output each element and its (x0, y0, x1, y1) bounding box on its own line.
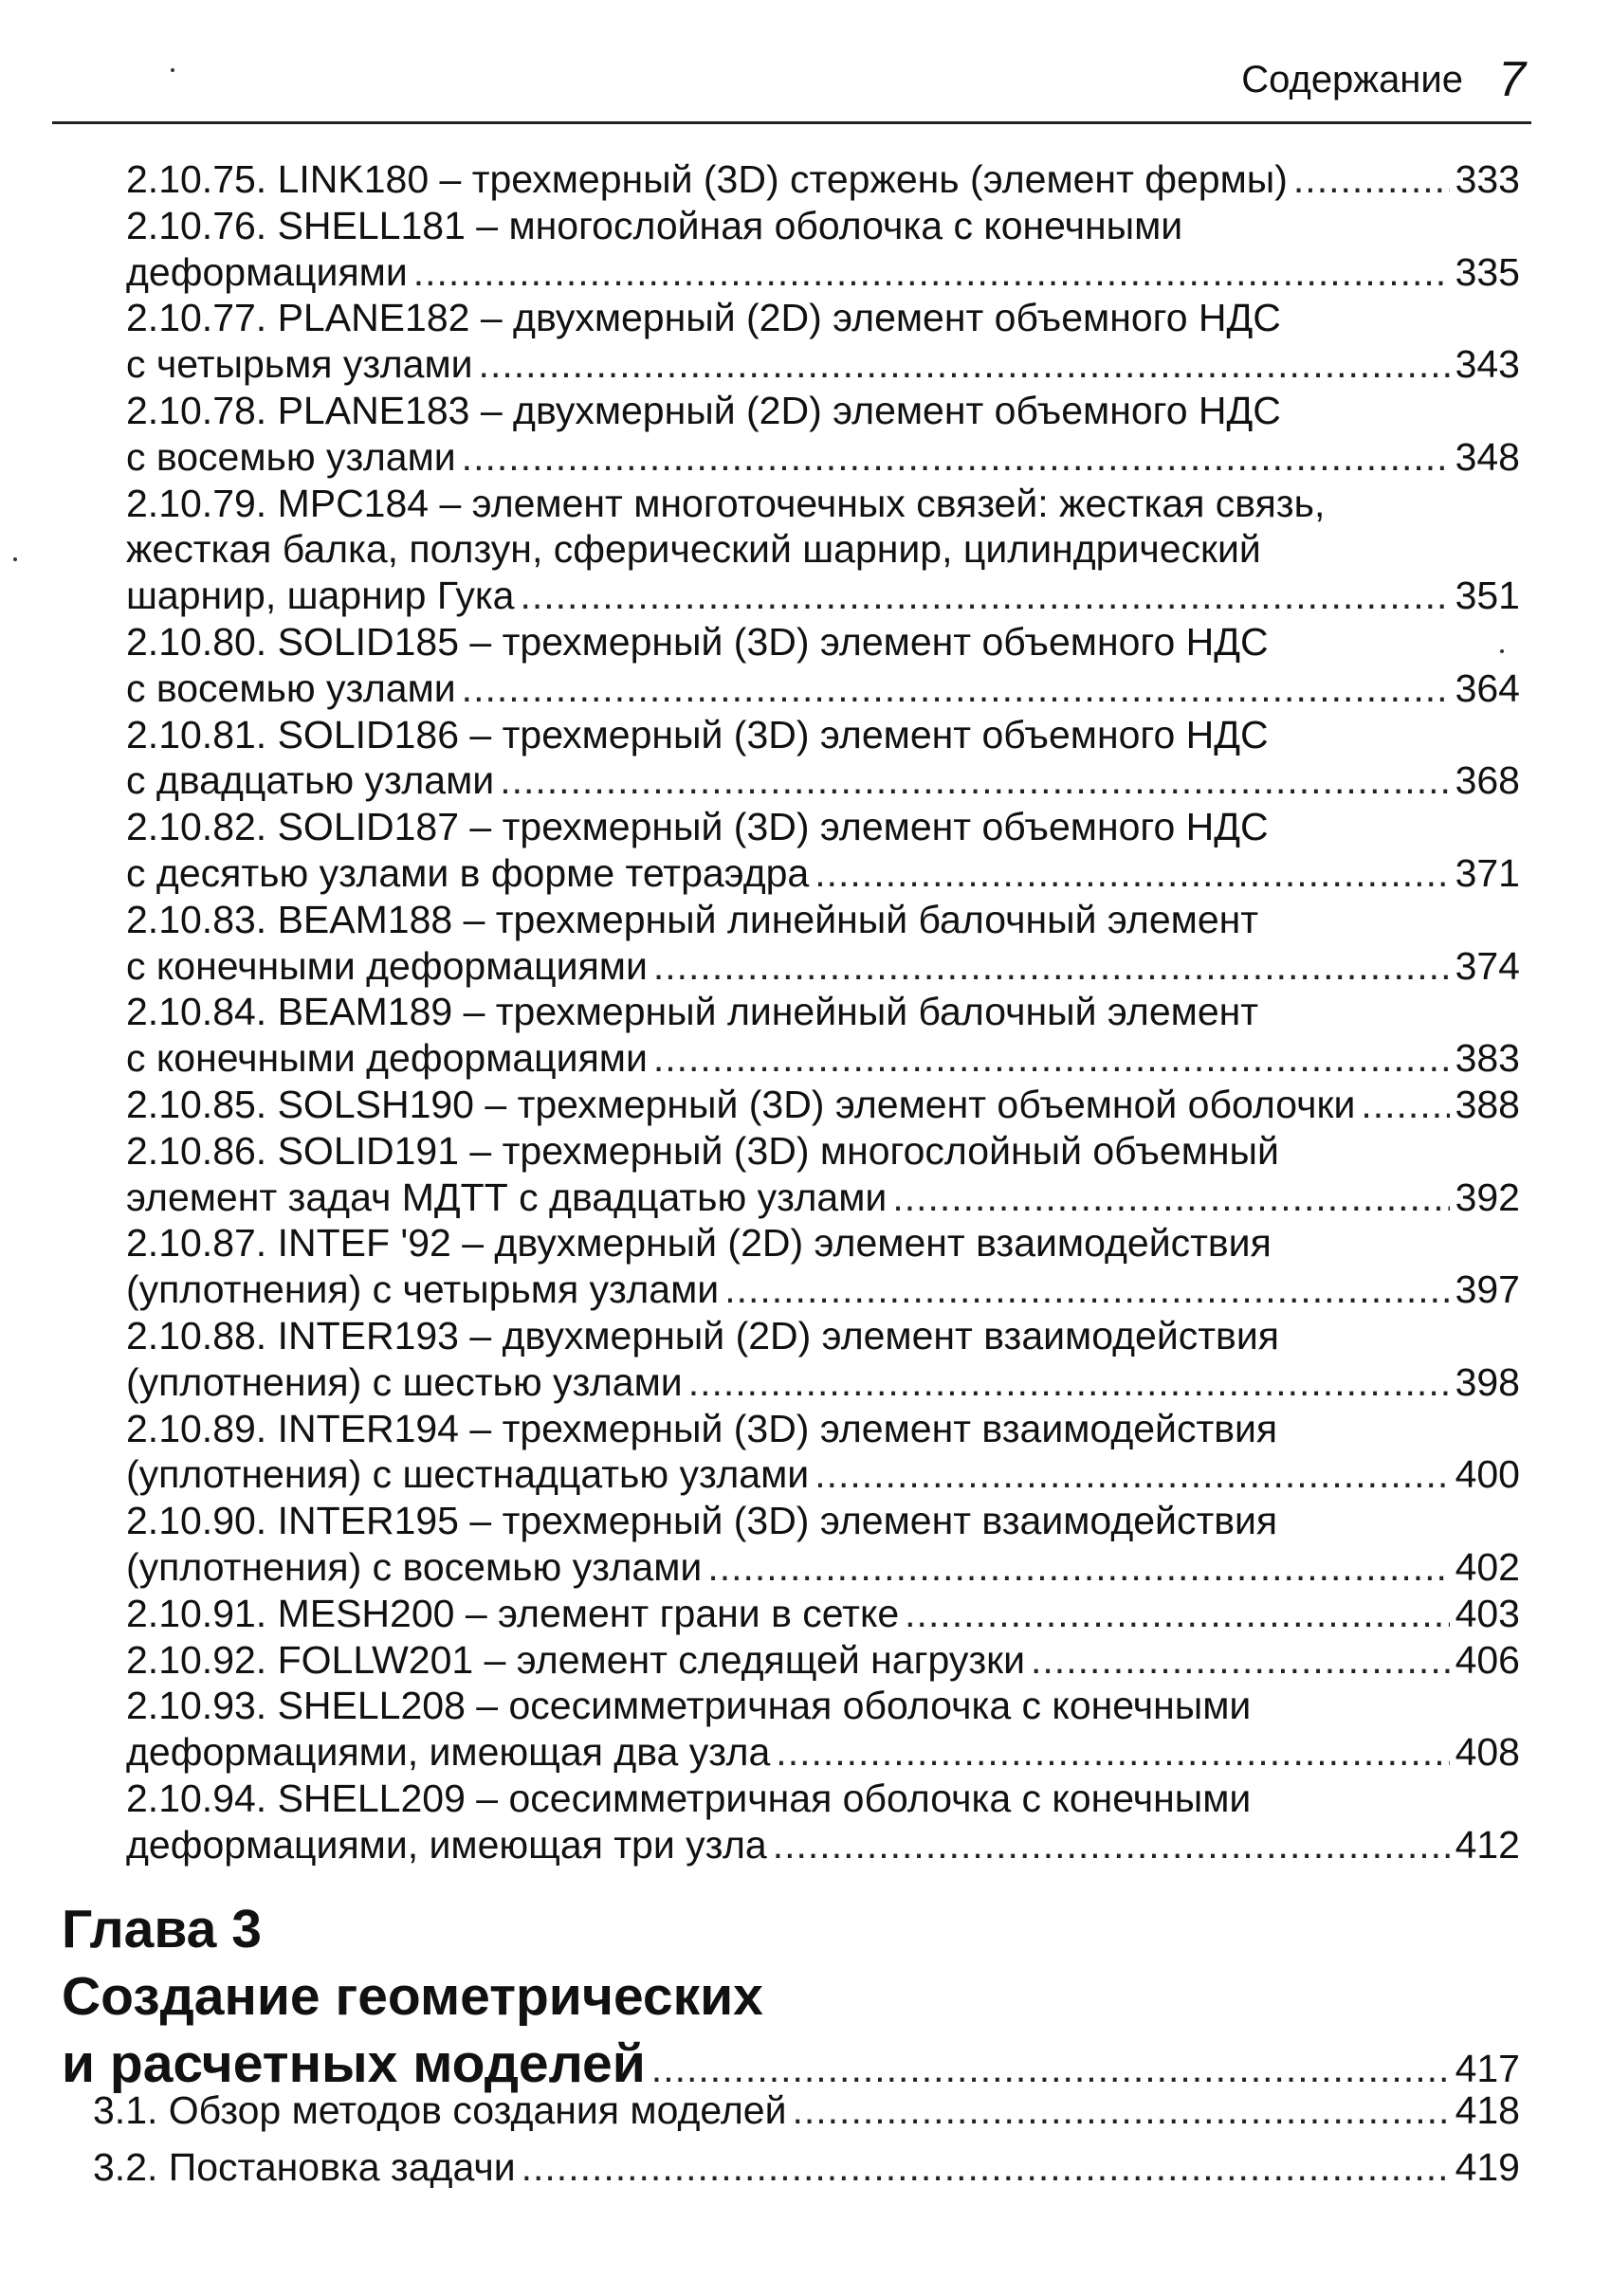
toc-line-text: (уплотнения) с шестью узлами (126, 1359, 683, 1404)
toc-line (126, 989, 1520, 1035)
toc-entry[interactable] (126, 1591, 1520, 1637)
toc-line-text: 2.10.77. PLANE182 – двухмерный (2D) элемент объемного НДС (126, 296, 1281, 340)
toc-page-number: 333 (1455, 157, 1520, 201)
toc-line-text: 2.10.92. FOLLW201 – элемент следящей нагрузки (126, 1637, 1026, 1682)
toc-line-text: 2.10.89. INTER194 – трехмерный (3D) элемент взаимодействия (126, 1406, 1278, 1450)
scan-speck (13, 557, 17, 561)
toc-entry[interactable] (126, 897, 1520, 990)
toc-line-text: деформациями (126, 249, 408, 294)
toc-line[interactable] (126, 156, 1520, 203)
toc-entry[interactable] (126, 1128, 1520, 1221)
toc-entries (126, 156, 1520, 1868)
dot-leader (1293, 156, 1450, 203)
toc-page-number: 388 (1455, 1082, 1520, 1126)
toc-entry[interactable] (126, 1776, 1520, 1868)
toc-line-text: с двадцатью узлами (126, 758, 495, 803)
toc-line (126, 712, 1520, 758)
toc-entry[interactable] (126, 1637, 1520, 1684)
toc-line[interactable] (93, 2082, 1520, 2139)
dot-leader (479, 341, 1450, 388)
section-entry[interactable] (93, 2082, 1520, 2139)
toc-line-text: 2.10.91. MESH200 – элемент грани в сетке (126, 1591, 900, 1635)
toc-line-text: шарнир, шарнир Гука (126, 574, 515, 618)
toc-entry[interactable] (126, 156, 1520, 203)
toc-entry[interactable] (126, 619, 1520, 712)
toc-line (126, 619, 1520, 665)
toc-line-text: 2.10.81. SOLID186 – трехмерный (3D) элемент объемного НДС (126, 712, 1269, 756)
toc-line[interactable] (126, 573, 1520, 619)
dot-leader (653, 1035, 1450, 1082)
section-page-number: 418 (1455, 2088, 1520, 2132)
toc-page-number: 351 (1455, 574, 1520, 618)
dot-leader (815, 850, 1449, 897)
page-number: 7 (1498, 52, 1526, 107)
toc-line-text: с восемью узлами (126, 434, 456, 479)
toc-page-number: 364 (1455, 665, 1520, 710)
section-entries (93, 2082, 1520, 2196)
toc-line-text: 2.10.94. SHELL209 – осесимметричная оболочка с конечными (126, 1776, 1252, 1820)
toc-line[interactable] (126, 1082, 1520, 1128)
scan-speck (171, 68, 174, 72)
toc-page-number: 403 (1455, 1591, 1520, 1635)
dot-leader (462, 665, 1450, 712)
toc-line-text: жесткая балка, ползун, сферический шарнир, цилиндрический (126, 527, 1261, 572)
dot-leader (522, 2139, 1450, 2196)
toc-line[interactable] (126, 1451, 1520, 1498)
toc-line-text: 2.10.80. SOLID185 – трехмерный (3D) элемент объемного НДС (126, 619, 1269, 664)
dot-leader (1361, 1082, 1449, 1128)
chapter-page-number: 417 (1455, 2047, 1520, 2090)
section-title: 3.2. Постановка задачи (93, 2145, 516, 2189)
toc-page-number: 398 (1455, 1359, 1520, 1404)
toc-line[interactable] (126, 757, 1520, 804)
chapter-title-line-2: и расчетных моделей (62, 2033, 646, 2094)
toc-line[interactable] (126, 1266, 1520, 1313)
toc-page-number: 402 (1455, 1544, 1520, 1589)
toc-entry[interactable] (126, 1082, 1520, 1128)
toc-entry[interactable] (126, 1683, 1520, 1776)
dot-leader (653, 943, 1450, 990)
toc-line (126, 203, 1520, 249)
toc-line (126, 1683, 1520, 1729)
toc-entry[interactable] (126, 1220, 1520, 1313)
toc-line[interactable] (126, 341, 1520, 388)
section-entry[interactable] (93, 2139, 1520, 2196)
toc-line-text: 2.10.87. INTEF '92 – двухмерный (2D) элемент взаимодействия (126, 1221, 1272, 1266)
toc-line (126, 897, 1520, 943)
dot-leader (792, 2082, 1449, 2139)
toc-line-text: элемент задач МДТТ с двадцатью узлами (126, 1175, 888, 1219)
toc-page-number: 406 (1455, 1637, 1520, 1682)
toc-page-number: 348 (1455, 434, 1520, 479)
dot-leader (905, 1591, 1449, 1637)
toc-line-text: с четырьмя узлами (126, 342, 473, 387)
toc-line-text: 2.10.76. SHELL181 – многослойная оболочка с конечными (126, 203, 1183, 247)
toc-line-text: 2.10.88. INTER193 – двухмерный (2D) элемент взаимодействия (126, 1313, 1279, 1358)
chapter-label: Глава 3 (62, 1899, 262, 1959)
section-title: 3.1. Обзор методов создания моделей (93, 2088, 787, 2132)
dot-leader (413, 249, 1450, 296)
toc-line[interactable] (126, 434, 1520, 481)
toc-line-text: деформациями, имеющая три узла (126, 1822, 767, 1867)
toc-line[interactable] (126, 1359, 1520, 1406)
chapter-heading (62, 1896, 1520, 2103)
dot-leader (892, 1175, 1449, 1221)
toc-line-text: деформациями, имеющая два узла (126, 1730, 771, 1775)
toc-entry[interactable] (126, 804, 1520, 897)
toc-line[interactable] (126, 1637, 1520, 1684)
toc-line-text: 2.10.84. BEAM189 – трехмерный линейный балочный элемент (126, 990, 1259, 1034)
toc-line (126, 1128, 1520, 1175)
dot-leader (707, 1544, 1449, 1591)
toc-page-number: 374 (1455, 943, 1520, 988)
toc-line (126, 481, 1520, 527)
toc-line-text: с конечными деформациями (126, 943, 648, 988)
toc-line-text: 2.10.83. BEAM188 – трехмерный линейный балочный элемент (126, 897, 1259, 941)
toc-page-number: 408 (1455, 1730, 1520, 1775)
dot-leader (520, 573, 1449, 619)
toc-line[interactable] (126, 1591, 1520, 1637)
toc-line[interactable] (126, 1822, 1520, 1868)
toc-entry[interactable] (126, 1498, 1520, 1591)
toc-entry[interactable] (126, 1406, 1520, 1499)
dot-leader (815, 1451, 1449, 1498)
toc-entry[interactable] (126, 1313, 1520, 1406)
toc-page-number: 397 (1455, 1267, 1520, 1312)
toc-page-number: 383 (1455, 1036, 1520, 1081)
toc-line-text: 2.10.90. INTER195 – трехмерный (3D) элемент взаимодействия (126, 1499, 1278, 1543)
toc-line (126, 1776, 1520, 1822)
toc-page-number: 400 (1455, 1452, 1520, 1497)
toc-line[interactable] (126, 1175, 1520, 1221)
toc-line-text: (уплотнения) с восемью узлами (126, 1544, 703, 1589)
toc-line[interactable] (126, 1729, 1520, 1776)
toc-line (126, 388, 1520, 434)
toc-page-number: 368 (1455, 758, 1520, 803)
toc-page-number: 343 (1455, 342, 1520, 387)
toc-line (126, 1498, 1520, 1544)
toc-line-text: 2.10.82. SOLID187 – трехмерный (3D) элемент объемного НДС (126, 805, 1269, 849)
toc-line-text: 2.10.79. MPC184 – элемент многоточечных связей: жесткая связь, (126, 481, 1326, 525)
toc-line-text: с десятью узлами в форме тетраэдра (126, 850, 810, 895)
toc-line[interactable] (126, 943, 1520, 990)
toc-line[interactable] (126, 1544, 1520, 1591)
toc-line[interactable] (126, 850, 1520, 897)
toc-entry[interactable] (126, 388, 1520, 481)
toc-line[interactable] (126, 665, 1520, 712)
toc-line-text: 2.10.86. SOLID191 – трехмерный (3D) многослойный объемный (126, 1128, 1279, 1173)
toc-page-number: 371 (1455, 850, 1520, 895)
dot-leader (776, 1729, 1449, 1776)
toc-page-number: 335 (1455, 249, 1520, 294)
scan-speck (1500, 649, 1504, 653)
dot-leader (500, 757, 1449, 804)
toc-line (126, 804, 1520, 850)
toc-line-text: (уплотнения) с четырьмя узлами (126, 1267, 720, 1312)
toc-entry[interactable] (126, 481, 1520, 619)
toc-entry[interactable] (126, 295, 1520, 388)
toc-line-text: 2.10.75. LINK180 – трехмерный (3D) стержень (элемент фермы) (126, 157, 1288, 201)
toc-line (126, 1313, 1520, 1359)
toc-line-text: (уплотнения) с шестнадцатью узлами (126, 1452, 810, 1497)
toc-line-text: 2.10.93. SHELL208 – осесимметричная оболочка с конечными (126, 1684, 1252, 1728)
running-header-title: Содержание (1241, 59, 1463, 100)
running-header (52, 52, 1531, 124)
toc-line[interactable] (93, 2139, 1520, 2196)
chapter-title-line-1: Создание геометрических (62, 1966, 763, 2027)
toc-line-text: 2.10.78. PLANE183 – двухмерный (2D) элемент объемного НДС (126, 388, 1281, 432)
toc-page-number: 412 (1455, 1822, 1520, 1867)
toc-line (126, 526, 1520, 573)
toc-line[interactable] (126, 249, 1520, 296)
toc-line (126, 1406, 1520, 1452)
toc-line-text: с восемью узлами (126, 665, 456, 710)
toc-line-text: 2.10.85. SOLSH190 – трехмерный (3D) элемент объемной оболочки (126, 1082, 1356, 1126)
dot-leader (724, 1266, 1449, 1313)
section-page-number: 419 (1455, 2145, 1520, 2189)
toc-line-text: с конечными деформациями (126, 1036, 648, 1081)
toc-line (126, 1220, 1520, 1266)
dot-leader (773, 1822, 1450, 1868)
toc-line (126, 295, 1520, 341)
toc-page-number: 392 (1455, 1175, 1520, 1219)
dot-leader (688, 1359, 1450, 1406)
toc-entry[interactable] (126, 712, 1520, 805)
dot-leader (462, 434, 1450, 481)
dot-leader (1031, 1637, 1450, 1684)
toc-entry[interactable] (126, 989, 1520, 1082)
toc-line[interactable] (126, 1035, 1520, 1082)
toc-entry[interactable] (126, 203, 1520, 296)
